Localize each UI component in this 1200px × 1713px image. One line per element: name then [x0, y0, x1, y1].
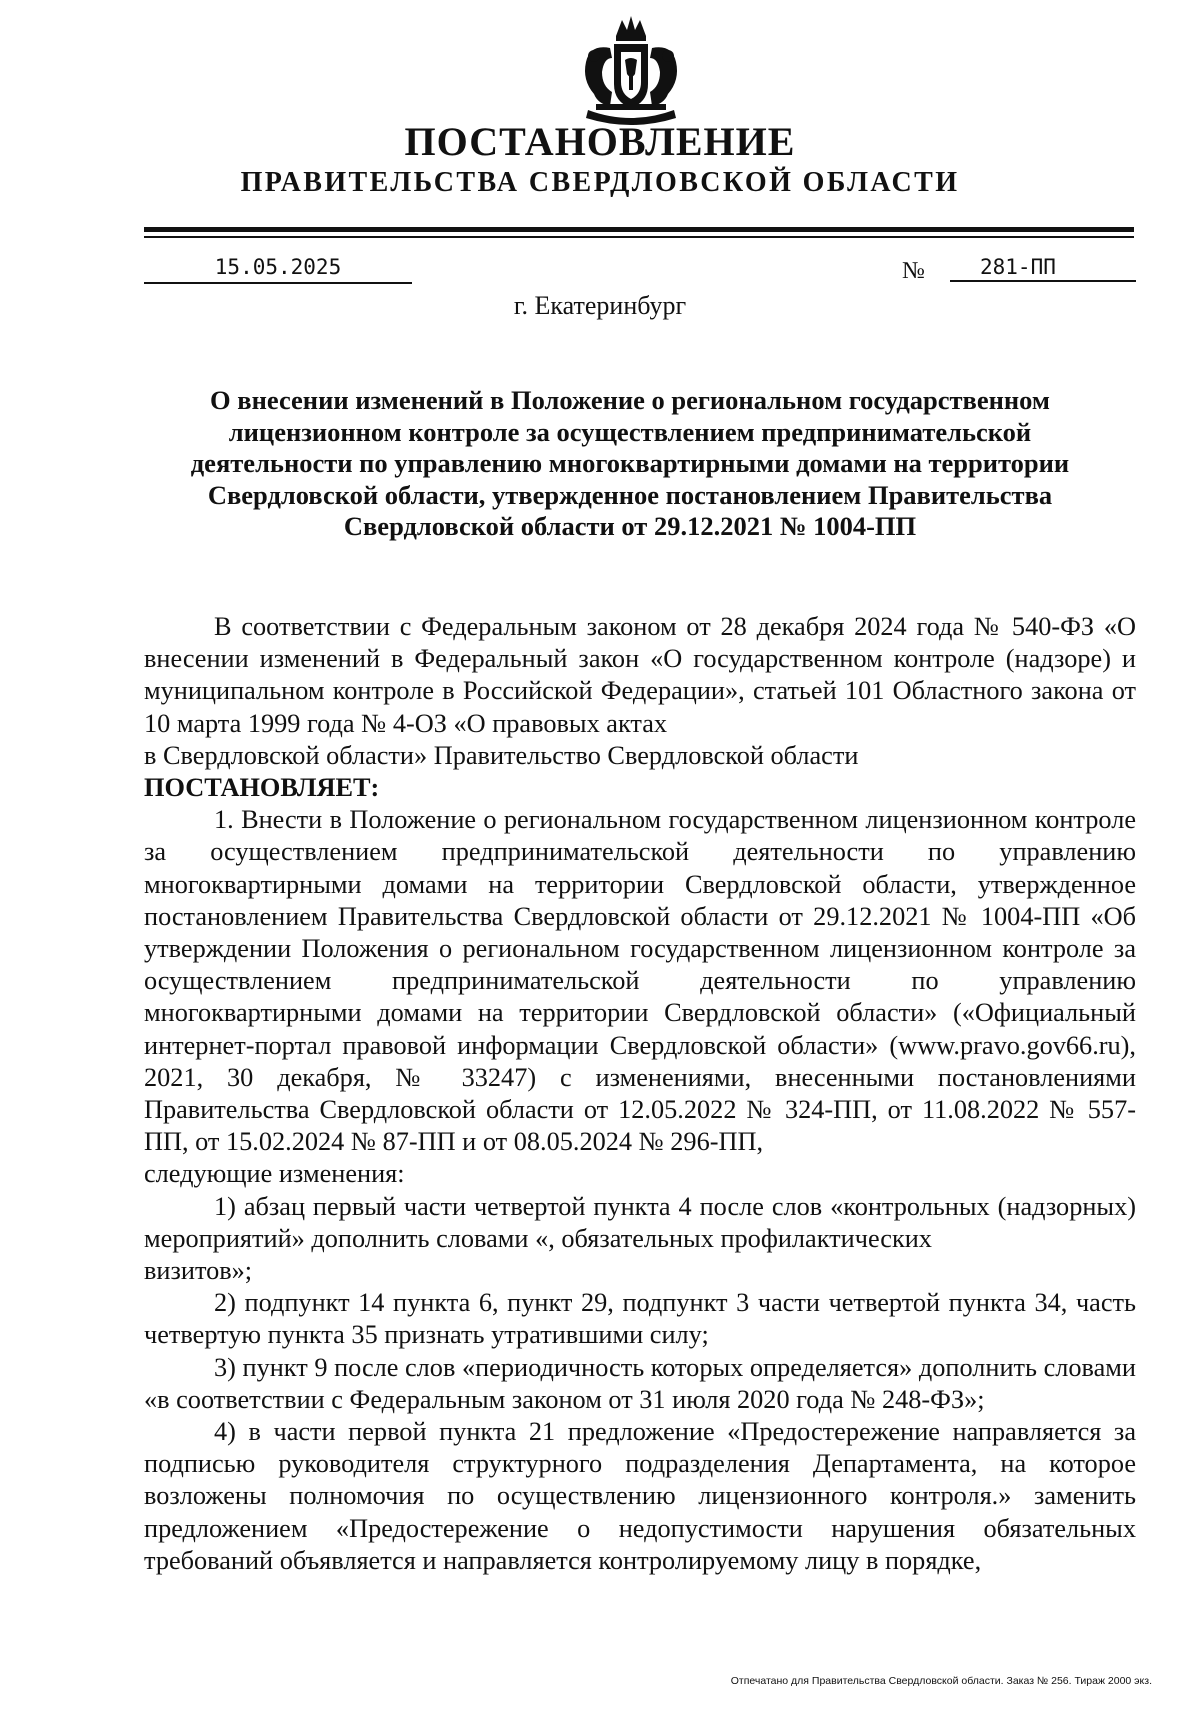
number-sign: № — [902, 258, 925, 284]
resolves-heading: ПОСТАНОВЛЯЕТ: — [144, 773, 380, 803]
header-rule-thick — [144, 227, 1134, 232]
heading-line: О внесении изменений в Положение о региональном государственном — [210, 385, 1050, 415]
header-rule-thin — [144, 236, 1134, 238]
document-title: ПОСТАНОВЛЕНИЕ — [404, 119, 796, 164]
coat-of-arms-icon — [572, 14, 690, 126]
item-1-last-line: следующие изменения: — [144, 1159, 405, 1189]
heading-line: Свердловской области от 29.12.2021 № 1004-ПП — [343, 511, 917, 541]
subitem-4-paragraph: 4) в части первой пункта 21 предложение «Предостережение направляется за подписью руководителя структурного подразделения Департамента, на которое возложены полномочия по осуществлению лицензионного контроля.» заменить предложением «Предостережение о недопустимости нарушения обязательных требований объявляется и направляется контролируемому лицу в порядке, — [144, 1417, 1136, 1575]
document-heading — [140, 385, 1120, 543]
document-number: 281-ПП — [950, 252, 1136, 282]
heading-line: деятельности по управлению многоквартирными домами на территории — [190, 448, 1070, 478]
item-1-paragraph: 1. Внести в Положение о региональном государственном лицензионном контроле за осуществлением предпринимательской деятельности по управлению многоквартирными домами на территории Свердловской области, утвержденное постановлением Правительства Свердловской области от 29.12.2021 № 1004-ПП «Об утверждении Положения о региональном государственном лицензионном контроле за осуществлением предпринимательской деятельности по управлению многоквартирными домами на территории Свердловской области» («Официальный интернет-портал правовой информации Свердловской области» (www.pravo.gov66.ru), 2021, 30 декабря, № 33247) с изменениями, внесенными постановлениями Правительства Свердловской области от 12.05.2022 № 324-ПП, от 11.08.2022 № 557-ПП, от 15.02.2024 № 87-ПП и от 08.05.2024 № 296-ПП, — [144, 805, 1136, 1157]
heading-line: Свердловской области, утвержденное постановлением Правительства — [207, 479, 1053, 510]
print-note: Отпечатано для Правительства Свердловской области. Заказ № 256. Тираж 2000 экз. — [730, 1675, 1152, 1687]
preamble-paragraph: В соответствии с Федеральным законом от 28 декабря 2024 года № 540-ФЗ «О внесении изменений в Федеральный закон «О государственном контроле (надзоре) и муниципальном контроле в Российской Федерации», статьей 101 Областного закона от 10 марта 1999 года № 4-ОЗ «О правовых актах — [144, 612, 1136, 738]
subitem-1-paragraph: 1) абзац первый части четвертой пункта 4 после слов «контрольных (надзорных) мероприятий» дополнить словами «, обязательных профилактических — [144, 1191, 1136, 1253]
subitem-1-last-line: визитов»; — [144, 1256, 253, 1286]
subitem-3-paragraph: 3) пункт 9 после слов «периодичность которых определяется» дополнить словами «в соответствии с Федеральным законом от 31 июля 2020 года № 248-ФЗ»; — [144, 1352, 1136, 1414]
subitem-2-paragraph: 2) подпункт 14 пункта 6, пункт 29, подпункт 3 части четвертой пункта 34, часть четвертую пункта 35 признать утратившими силу; — [144, 1288, 1136, 1350]
document-city: г. Екатеринбург — [513, 291, 687, 320]
document-date: 15.05.2025 — [144, 252, 412, 284]
preamble-last-line: в Свердловской области» Правительство Свердловской области — [144, 740, 859, 770]
document-body — [144, 611, 1136, 1577]
document-issuer: ПРАВИТЕЛЬСТВА СВЕРДЛОВСКОЙ ОБЛАСТИ — [240, 167, 960, 198]
heading-line: лицензионном контроле за осуществлением предпринимательской — [228, 416, 1032, 447]
